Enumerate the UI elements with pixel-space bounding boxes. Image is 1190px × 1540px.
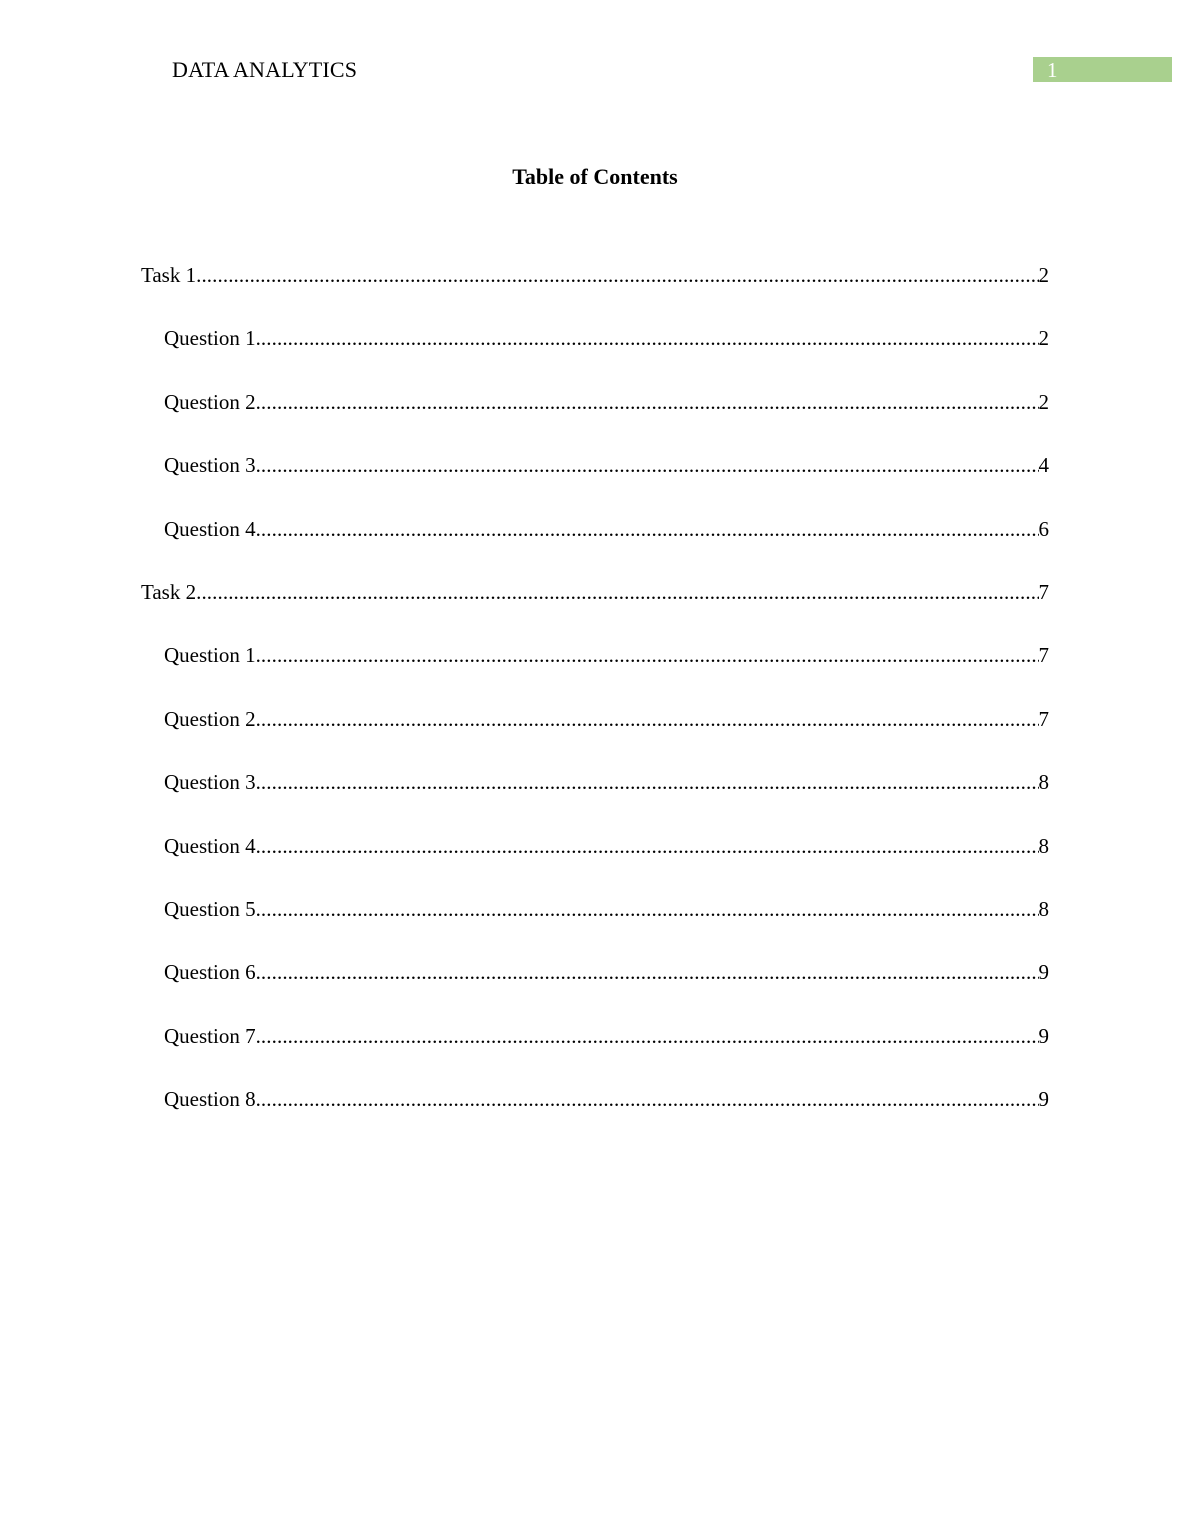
- toc-entry-task-1-question-3[interactable]: [164, 451, 1049, 479]
- toc-leader-dots: [256, 705, 1039, 733]
- toc-entry-label: Question 2: [164, 390, 256, 414]
- toc-entry-task-2-question-7[interactable]: [164, 1022, 1049, 1050]
- toc-leader-dots: [256, 832, 1039, 860]
- toc-entry-label: Question 4: [164, 834, 256, 858]
- toc-entry-label: Question 1: [164, 326, 256, 350]
- toc-entry-task-2[interactable]: [141, 578, 1049, 606]
- running-header-title: DATA ANALYTICS: [172, 57, 358, 82]
- toc-entry-task-1-question-1[interactable]: [164, 324, 1049, 352]
- toc-entry-task-2-question-8[interactable]: [164, 1085, 1049, 1113]
- toc-title: Table of Contents: [512, 164, 678, 189]
- toc-entry-label: Question 5: [164, 897, 256, 921]
- toc-entry-page: 8: [1038, 897, 1049, 921]
- toc-entry-label: Question 8: [164, 1087, 256, 1111]
- toc-leader-dots: [256, 958, 1039, 986]
- toc-entry-page: 4: [1038, 453, 1049, 477]
- toc-entry-page: 2: [1038, 326, 1049, 350]
- toc-entry-page: 7: [1038, 643, 1049, 667]
- toc-entry-task-2-question-6[interactable]: [164, 958, 1049, 986]
- toc-leader-dots: [256, 768, 1039, 796]
- toc-leader-dots: [256, 324, 1039, 352]
- toc-entry-page: 7: [1038, 580, 1049, 604]
- toc-entry-page: 2: [1038, 263, 1049, 287]
- toc-entry-page: 9: [1038, 1024, 1049, 1048]
- toc-entry-label: Task 1: [141, 263, 197, 287]
- toc-entry-task-2-question-4[interactable]: [164, 832, 1049, 860]
- toc-entry-label: Question 1: [164, 643, 256, 667]
- toc-entry-page: 9: [1038, 1087, 1049, 1111]
- toc-entry-task-1-question-4[interactable]: [164, 515, 1049, 543]
- toc-entry-label: Task 2: [141, 580, 197, 604]
- toc-entry-task-2-question-2[interactable]: [164, 705, 1049, 733]
- toc-entry-page: 8: [1038, 834, 1049, 858]
- toc-leader-dots: [196, 261, 1038, 289]
- toc-entry-page: 8: [1038, 770, 1049, 794]
- toc-entry-label: Question 4: [164, 517, 256, 541]
- toc-entry-task-2-question-3[interactable]: [164, 768, 1049, 796]
- toc-leader-dots: [256, 388, 1039, 416]
- toc-entry-label: Question 6: [164, 960, 256, 984]
- toc-entry-task-2-question-1[interactable]: [164, 641, 1049, 669]
- toc-entry-page: 2: [1038, 390, 1049, 414]
- toc-entry-label: Question 3: [164, 770, 256, 794]
- toc-leader-dots: [256, 1022, 1039, 1050]
- toc-leader-dots: [256, 1085, 1039, 1113]
- toc-leader-dots: [256, 515, 1039, 543]
- toc-entry-label: Question 3: [164, 453, 256, 477]
- toc-leader-dots: [196, 578, 1038, 606]
- toc-entry-task-2-question-5[interactable]: [164, 895, 1049, 923]
- toc-entry-label: Question 7: [164, 1024, 256, 1048]
- toc-leader-dots: [256, 895, 1039, 923]
- toc-entry-task-1-question-2[interactable]: [164, 388, 1049, 416]
- toc-entry-page: 7: [1038, 707, 1049, 731]
- toc-entry-page: 6: [1038, 517, 1049, 541]
- page-number: 1: [1047, 58, 1058, 82]
- toc-entry-label: Question 2: [164, 707, 256, 731]
- toc-entry-task-1[interactable]: [141, 261, 1049, 289]
- toc-leader-dots: [256, 451, 1039, 479]
- toc-leader-dots: [256, 641, 1039, 669]
- toc-entry-page: 9: [1038, 960, 1049, 984]
- page-number-box: [1033, 57, 1172, 82]
